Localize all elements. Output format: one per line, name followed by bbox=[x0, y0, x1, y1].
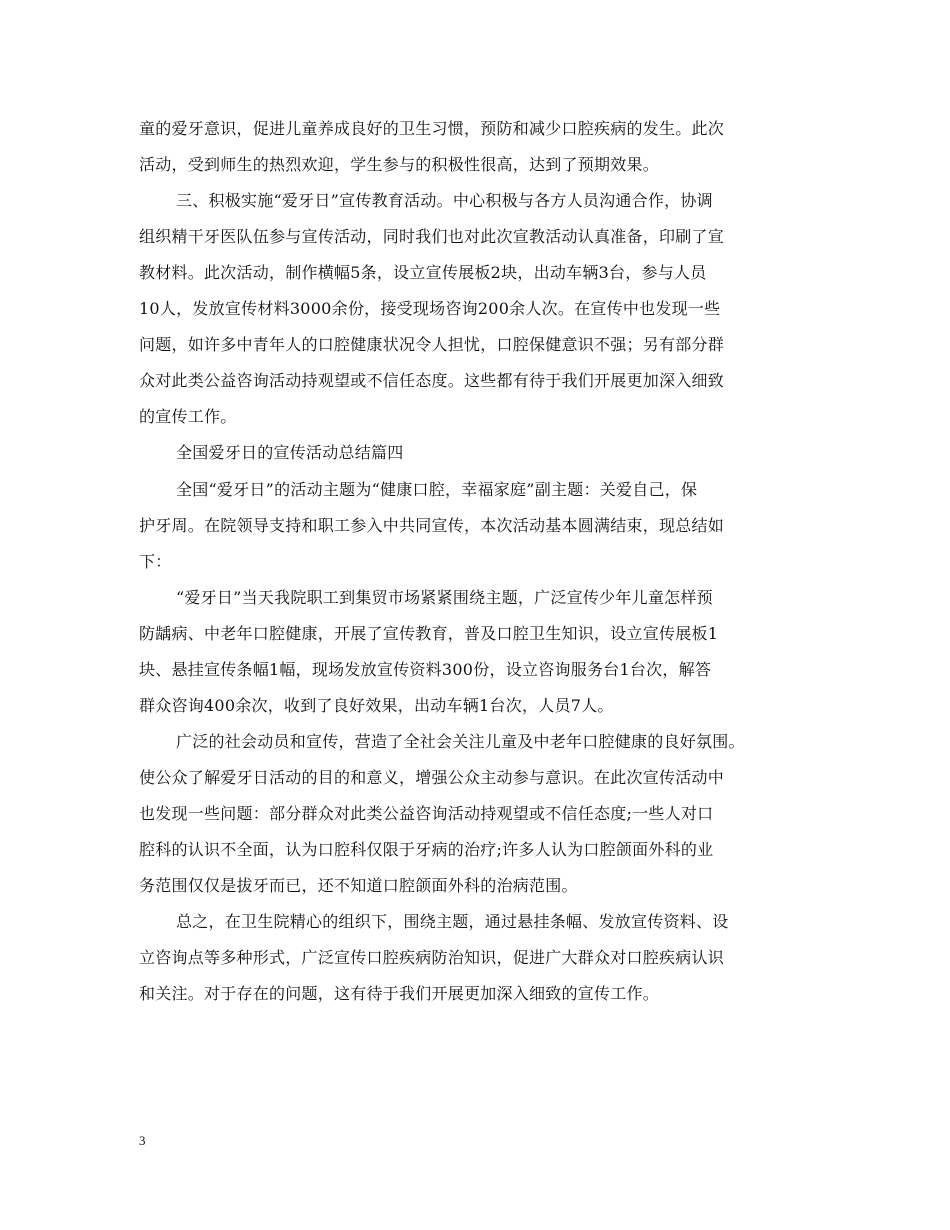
text-line: 问题，如许多中青年人的口腔健康状况令人担忧，口腔保健意识不强；另有部分群 bbox=[139, 335, 725, 354]
text-line: 也发现一些问题：部分群众对此类公益咨询活动持观望或不信任态度;一些人对口 bbox=[139, 804, 714, 823]
text-line: 防龋病、中老年口腔健康，开展了宣传教育，普及口腔卫生知识，设立宣传展板1 bbox=[139, 624, 719, 643]
text-line: 和关注。对于存在的问题，这有待于我们开展更加深入细致的宣传工作。 bbox=[139, 984, 660, 1003]
paragraph-start-line: 三、积极实施“爱牙日”宣传教育活动。中心积极与各方人员沟通合作，协调 bbox=[176, 191, 713, 210]
page-number: 3 bbox=[139, 1133, 146, 1148]
text-line: 组织精干牙医队伍参与宣传活动，同时我们也对此次宣教活动认真准备，印刷了宣 bbox=[139, 227, 725, 246]
paragraph-start-line: “爱牙日”当天我院职工到集贸市场紧紧围绕主题，广泛宣传少年儿童怎样预 bbox=[176, 588, 713, 607]
paragraph-start-line: 全国“爱牙日”的活动主题为“健康口腔，幸福家庭”副主题：关爱自己，保 bbox=[176, 480, 698, 499]
text-line: 务范围仅仅是拔牙而已，还不知道口腔颌面外科的治病范围。 bbox=[139, 876, 578, 895]
text-line: 活动，受到师生的热烈欢迎，学生参与的积极性很高，达到了预期效果。 bbox=[139, 155, 660, 174]
text-line: 立咨询点等多种形式，广泛宣传口腔疾病防治知识，促进广大群众对口腔疾病认识 bbox=[139, 948, 725, 967]
text-line: 教材料。此次活动，制作横幅5条，设立宣传展板2块，出动车辆3台，参与人员 bbox=[139, 263, 707, 282]
text-line: 群众咨询400余次，收到了良好效果，出动车辆1台次，人员7人。 bbox=[139, 696, 614, 715]
text-line: 下： bbox=[139, 552, 172, 571]
text-line: 腔科的认识不全面，认为口腔科仅限于牙病的治疗;许多人认为口腔颌面外科的业 bbox=[139, 840, 714, 859]
text-line: 众对此类公益咨询活动持观望或不信任态度。这些都有待于我们开展更加深入细致 bbox=[139, 371, 725, 390]
text-line: 的宣传工作。 bbox=[139, 407, 237, 426]
section-heading: 全国爱牙日的宣传活动总结篇四 bbox=[176, 443, 404, 462]
text-line: 块、悬挂宣传条幅1幅，现场发放宣传资料300份，设立咨询服务台1台次，解答 bbox=[139, 660, 712, 679]
paragraph-start-line: 广泛的社会动员和宣传，营造了全社会关注儿童及中老年口腔健康的良好氛围。 bbox=[176, 732, 745, 751]
text-line: 护牙周。在院领导支持和职工参入中共同宣传，本次活动基本圆满结束，现总结如 bbox=[139, 516, 725, 535]
paragraph-start-line: 总之，在卫生院精心的组织下，围绕主题，通过悬挂条幅、发放宣传资料、设 bbox=[176, 912, 729, 931]
text-line: 10人，发放宣传材料3000余份，接受现场咨询200余人次。在宣传中也发现一些 bbox=[139, 299, 721, 318]
text-line: 使公众了解爱牙日活动的目的和意义，增强公众主动参与意识。在此次宣传活动中 bbox=[139, 768, 725, 787]
text-line: 童的爱牙意识，促进儿童养成良好的卫生习惯，预防和减少口腔疾病的发生。此次 bbox=[139, 119, 725, 138]
